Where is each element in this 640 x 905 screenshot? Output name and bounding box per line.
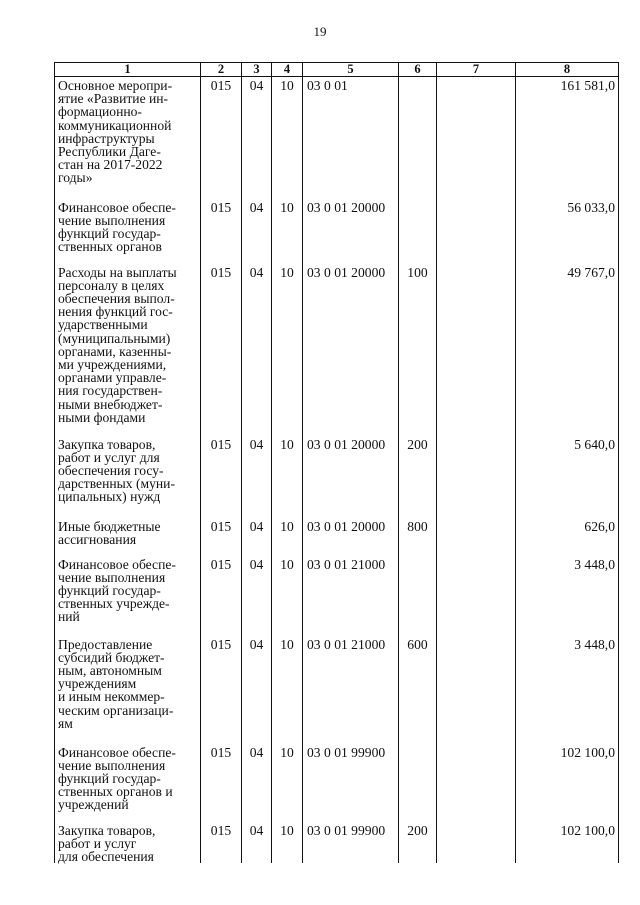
row-name-line: ассигнования	[58, 531, 137, 547]
row-name-line: коммуникационной	[58, 117, 172, 133]
subsection-code-cell: 10	[272, 822, 303, 864]
ministry-code-cell: 015	[201, 77, 242, 199]
empty-cell	[437, 518, 516, 556]
row-name-line: ственных органов	[58, 239, 162, 255]
row-name-line: ния государствен-	[58, 383, 163, 399]
column-header-8: 8	[516, 63, 619, 77]
row-name-line: (муниципальными)	[58, 330, 171, 346]
subsection-code-cell: 10	[272, 199, 303, 264]
row-name-line: Финансовое обеспе-	[58, 199, 176, 215]
row-name-line: инфраструктуры	[58, 130, 155, 146]
target-article-cell: 03 0 01 20000	[303, 264, 399, 436]
row-name-line: ными фондами	[58, 409, 146, 425]
row-name-line: чение выполнения	[58, 757, 166, 773]
row-name-cell	[55, 436, 201, 518]
row-name-line: Закупка товаров,	[58, 436, 156, 452]
column-header-1: 1	[55, 63, 201, 77]
target-article-cell: 03 0 01 99900	[303, 744, 399, 822]
row-name-line: органами управле-	[58, 370, 167, 386]
table-row	[55, 518, 619, 556]
section-code-cell: 04	[242, 77, 272, 199]
table-row	[55, 436, 619, 518]
empty-cell	[437, 822, 516, 864]
row-name-line: Расходы на выплаты	[58, 264, 177, 280]
subsection-code-cell: 10	[272, 264, 303, 436]
row-name-line: нения функций гос-	[58, 304, 173, 320]
section-code-cell: 04	[242, 264, 272, 436]
expense-type-cell	[399, 556, 437, 636]
ministry-code-cell: 015	[201, 264, 242, 436]
row-name-line: Республики Даге-	[58, 144, 161, 160]
column-header-3: 3	[242, 63, 272, 77]
table-row	[55, 556, 619, 636]
subsection-code-cell: 10	[272, 518, 303, 556]
column-header-7: 7	[437, 63, 516, 77]
table-row	[55, 822, 619, 864]
target-article-cell: 03 0 01 21000	[303, 556, 399, 636]
empty-cell	[437, 636, 516, 744]
expense-type-cell	[399, 744, 437, 822]
row-name-line: ятие «Развитие ин-	[58, 91, 169, 107]
row-name-line: Финансовое обеспе-	[58, 556, 176, 572]
target-article-cell: 03 0 01 21000	[303, 636, 399, 744]
section-code-cell: 04	[242, 199, 272, 264]
row-name-line: работ и услуг для	[58, 449, 160, 465]
row-name-cell	[55, 556, 201, 636]
column-header-6: 6	[399, 63, 437, 77]
expense-type-cell: 600	[399, 636, 437, 744]
row-name-line: ми учреждениями,	[58, 356, 167, 372]
subsection-code-cell: 10	[272, 636, 303, 744]
row-name-cell	[55, 264, 201, 436]
row-name-cell	[55, 822, 201, 864]
ministry-code-cell: 015	[201, 556, 242, 636]
row-name-line: органами, казенны-	[58, 343, 172, 359]
empty-cell	[437, 199, 516, 264]
row-name-line: функций государ-	[58, 225, 161, 241]
row-name-cell	[55, 636, 201, 744]
table-header-row	[55, 63, 619, 77]
table-row	[55, 636, 619, 744]
row-name-line: чение выполнения	[58, 569, 166, 585]
table-body	[55, 77, 619, 864]
row-name-line: Финансовое обеспе-	[58, 744, 176, 760]
target-article-cell: 03 0 01 20000	[303, 436, 399, 518]
row-name-line: персоналу в целях	[58, 277, 165, 293]
column-header-4: 4	[272, 63, 303, 77]
expense-type-cell: 200	[399, 822, 437, 864]
row-name-line: ственных учрежде-	[58, 596, 170, 612]
empty-cell	[437, 556, 516, 636]
section-code-cell: 04	[242, 636, 272, 744]
amount-cell: 102 100,0	[516, 822, 619, 864]
row-name-line: ными внебюджет-	[58, 396, 163, 412]
row-name-line: обеспечения госу-	[58, 462, 164, 478]
row-name-cell	[55, 199, 201, 264]
section-code-cell: 04	[242, 436, 272, 518]
row-name-line: ственных органов и	[58, 784, 173, 800]
row-name-line: Предоставление	[58, 636, 153, 652]
ministry-code-cell: 015	[201, 822, 242, 864]
amount-cell: 49 767,0	[516, 264, 619, 436]
row-name-line: учреждениям	[58, 676, 137, 692]
row-name-cell	[55, 77, 201, 199]
expense-type-cell	[399, 77, 437, 199]
budget-table	[54, 62, 619, 863]
section-code-cell: 04	[242, 744, 272, 822]
row-name-line: дарственных (муни-	[58, 476, 175, 492]
amount-cell: 102 100,0	[516, 744, 619, 822]
row-name-line: работ и услуг	[58, 835, 137, 851]
amount-cell: 3 448,0	[516, 556, 619, 636]
amount-cell: 56 033,0	[516, 199, 619, 264]
row-name-line: ний	[58, 609, 80, 625]
expense-type-cell: 200	[399, 436, 437, 518]
row-name-line: чение выполнения	[58, 212, 166, 228]
row-name-line: учреждений	[58, 797, 129, 813]
table-row	[55, 199, 619, 264]
target-article-cell: 03 0 01 20000	[303, 518, 399, 556]
row-name-line: ударственными	[58, 317, 148, 333]
column-header-2: 2	[201, 63, 242, 77]
amount-cell: 3 448,0	[516, 636, 619, 744]
subsection-code-cell: 10	[272, 556, 303, 636]
empty-cell	[437, 77, 516, 199]
section-code-cell: 04	[242, 822, 272, 864]
row-name-line: ным, автономным	[58, 662, 162, 678]
subsection-code-cell: 10	[272, 436, 303, 518]
table-row	[55, 77, 619, 199]
ministry-code-cell: 015	[201, 436, 242, 518]
row-name-line: субсидий бюджет-	[58, 649, 165, 665]
row-name-line: ям	[58, 715, 73, 731]
row-name-line: Иные бюджетные	[58, 518, 161, 534]
row-name-line: формационно-	[58, 104, 142, 120]
section-code-cell: 04	[242, 556, 272, 636]
amount-cell: 161 581,0	[516, 77, 619, 199]
row-name-line: годы»	[58, 170, 93, 186]
empty-cell	[437, 436, 516, 518]
row-name-line: для обеспечения	[58, 848, 154, 864]
row-name-cell	[55, 744, 201, 822]
empty-cell	[437, 744, 516, 822]
table-row	[55, 264, 619, 436]
row-name-line: функций государ-	[58, 770, 161, 786]
expense-type-cell: 800	[399, 518, 437, 556]
row-name-line: обеспечения выпол-	[58, 290, 175, 306]
row-name-line: и иным некоммер-	[58, 689, 165, 705]
ministry-code-cell: 015	[201, 636, 242, 744]
amount-cell: 5 640,0	[516, 436, 619, 518]
empty-cell	[437, 264, 516, 436]
row-name-line: Основное меропри-	[58, 78, 173, 93]
subsection-code-cell: 10	[272, 77, 303, 199]
subsection-code-cell: 10	[272, 744, 303, 822]
ministry-code-cell: 015	[201, 518, 242, 556]
row-name-line: ципальных) нужд	[58, 489, 161, 505]
row-name-line: функций государ-	[58, 582, 161, 598]
ministry-code-cell: 015	[201, 199, 242, 264]
expense-type-cell	[399, 199, 437, 264]
column-header-5: 5	[303, 63, 399, 77]
section-code-cell: 04	[242, 518, 272, 556]
row-name-line: стан на 2017-2022	[58, 157, 163, 173]
row-name-cell	[55, 518, 201, 556]
row-name-line: Закупка товаров,	[58, 822, 156, 838]
table-row	[55, 744, 619, 822]
row-name-line: ческим организаци-	[58, 702, 174, 718]
expense-type-cell: 100	[399, 264, 437, 436]
ministry-code-cell: 015	[201, 744, 242, 822]
page-number: 19	[313, 24, 327, 39]
target-article-cell: 03 0 01	[303, 77, 399, 199]
target-article-cell: 03 0 01 99900	[303, 822, 399, 864]
amount-cell: 626,0	[516, 518, 619, 556]
target-article-cell: 03 0 01 20000	[303, 199, 399, 264]
